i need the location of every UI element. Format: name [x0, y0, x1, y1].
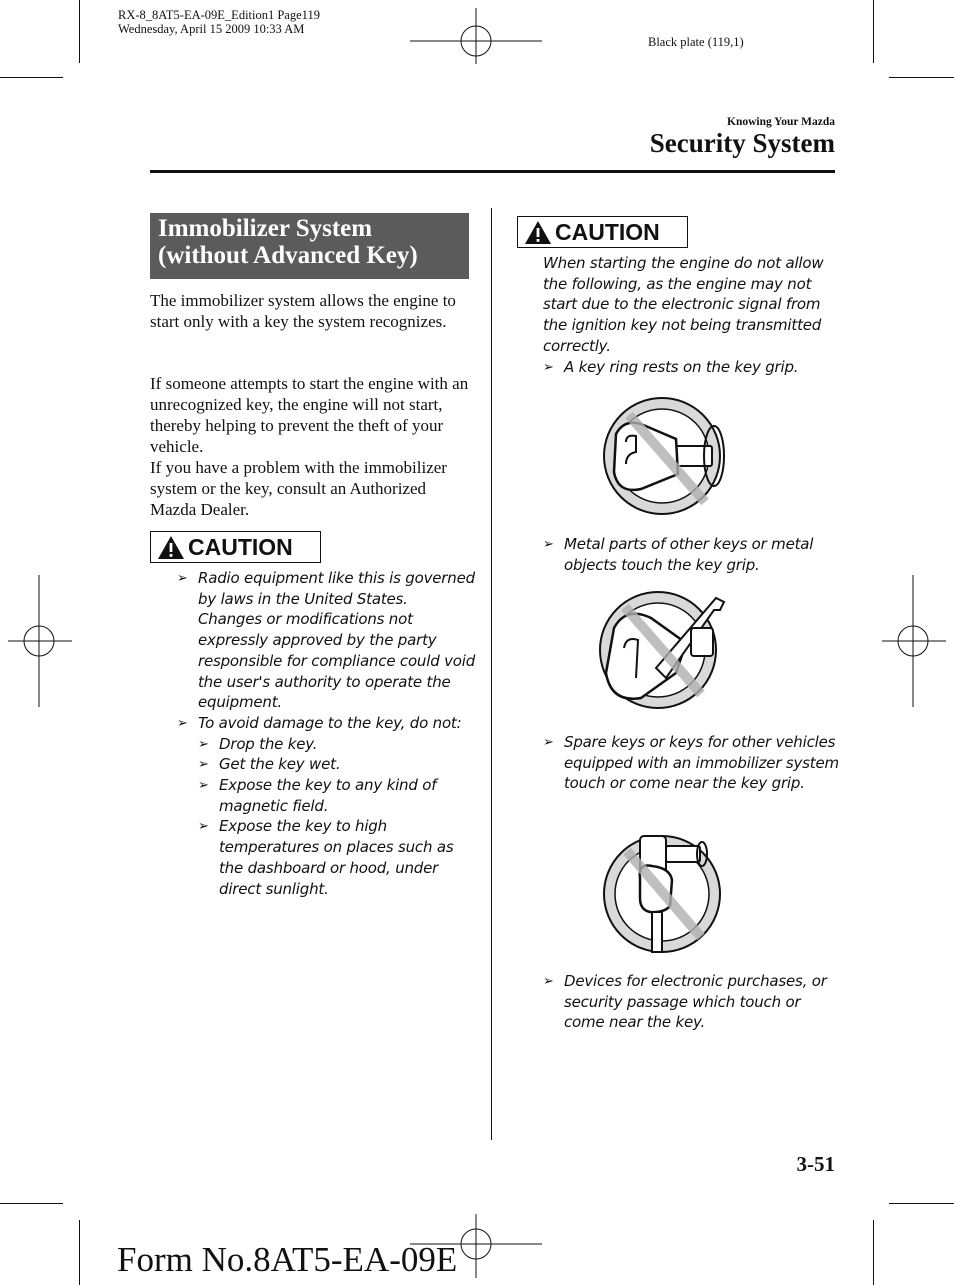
- list-item: [177, 568, 477, 713]
- column-divider: [491, 208, 492, 1140]
- spare-key-prohibited-illustration: [600, 828, 728, 960]
- header-rule: [150, 170, 835, 173]
- section-heading: [150, 213, 469, 279]
- crop-mark: [889, 1203, 954, 1204]
- caution-label: CAUTION: [188, 533, 293, 560]
- registration-mark-right: [882, 575, 946, 707]
- warning-icon: [157, 535, 185, 560]
- list-item: [543, 732, 843, 794]
- list-item-text: Metal parts of other keys or metal objects touch the key grip.: [564, 535, 814, 574]
- bullet-arrow-icon: ➢: [198, 819, 209, 835]
- plate-label: Black plate (119,1): [648, 35, 744, 49]
- list-item-text: Expose the key to any kind of magnetic field.: [219, 776, 437, 815]
- registration-mark-top: [410, 8, 542, 72]
- list-item: [177, 713, 477, 734]
- crop-mark: [79, 1220, 80, 1285]
- bullet-arrow-icon: ➢: [198, 778, 209, 794]
- section-heading-line2: (without Advanced Key): [158, 242, 418, 269]
- bullet-arrow-icon: ➢: [543, 360, 554, 375]
- paragraph: The immobilizer system allows the engine to start only with a key the system recognizes.: [150, 291, 456, 331]
- list-item-text: Changes or modifications not expressly approved by the party responsible for compliance could void the user's authority to operate the equipment.: [198, 610, 476, 712]
- caution-box: [150, 531, 321, 563]
- bullet-arrow-icon: ➢: [198, 757, 209, 773]
- page-title: Security System: [649, 128, 835, 158]
- paragraph: If you have a problem with the immobilizer system or the key, consult an Authorized Mazda Dealer.: [150, 458, 447, 519]
- paragraph: If someone attempts to start the engine with an unrecognized key, the engine will not start, thereby helping to prevent the theft of your vehicle.: [150, 374, 469, 456]
- bullet-arrow-icon: ➢: [543, 537, 554, 552]
- sub-list-item: [177, 754, 477, 775]
- registration-mark-left: [8, 575, 72, 707]
- sub-list-item: [177, 734, 477, 755]
- crop-mark: [873, 0, 874, 63]
- bullet-arrow-icon: ➢: [543, 735, 554, 750]
- list-item-text: Spare keys or keys for other vehicles equipped with an immobilizer system touch or come near the key grip.: [564, 733, 839, 793]
- crop-mark: [79, 0, 80, 63]
- list-item-text: A key ring rests on the key grip.: [564, 358, 799, 376]
- list-item: [543, 357, 843, 378]
- crop-mark: [0, 77, 63, 78]
- print-info-line2: Wednesday, April 15 2009 10:33 AM: [118, 22, 305, 36]
- print-info: [118, 8, 320, 36]
- list-item: [543, 534, 843, 575]
- form-number: Form No.8AT5-EA-09E: [117, 1240, 458, 1279]
- metal-key-prohibited-illustration: [596, 588, 732, 718]
- bullet-arrow-icon: ➢: [543, 974, 554, 989]
- print-info-line1: RX-8_8AT5-EA-09E_Edition1 Page119: [118, 8, 320, 22]
- caution-intro: When starting the engine do not allow the following, as the engine may not start due to the electronic signal from the ignition key not being transmitted correctly.: [543, 254, 824, 355]
- list-item-text: To avoid damage to the key, do not:: [198, 713, 462, 732]
- crop-mark: [889, 77, 954, 78]
- caution-content-left: [177, 568, 477, 899]
- sub-list-item: [177, 816, 477, 899]
- section-heading-line1: Immobilizer System: [158, 215, 373, 242]
- list-item-text: Radio equipment like this is governed by laws in the United States.: [198, 569, 475, 608]
- list-item-text: Devices for electronic purchases, or security passage which touch or come near the key.: [564, 972, 827, 1032]
- crop-mark: [873, 1220, 874, 1285]
- bullet-arrow-icon: ➢: [198, 736, 209, 752]
- warning-icon: [524, 220, 552, 245]
- bullet-arrow-icon: ➢: [177, 715, 188, 731]
- chapter-label: Knowing Your Mazda: [727, 116, 835, 128]
- caution-label: CAUTION: [555, 218, 660, 245]
- page-number: 3-51: [796, 1152, 835, 1176]
- bullet-arrow-icon: ➢: [177, 571, 188, 586]
- list-item-text: Get the key wet.: [219, 755, 341, 774]
- sub-list-item: [177, 775, 477, 816]
- caution-box: [517, 216, 688, 248]
- crop-mark: [0, 1203, 63, 1204]
- key-ring-prohibited-illustration: [596, 394, 732, 520]
- list-item-text: Drop the key.: [219, 734, 318, 753]
- list-item-text: Expose the key to high temperatures on places such as the dashboard or hood, under direct sunlight.: [219, 817, 454, 898]
- list-item: [543, 971, 843, 1033]
- paragraph-group: [150, 373, 472, 520]
